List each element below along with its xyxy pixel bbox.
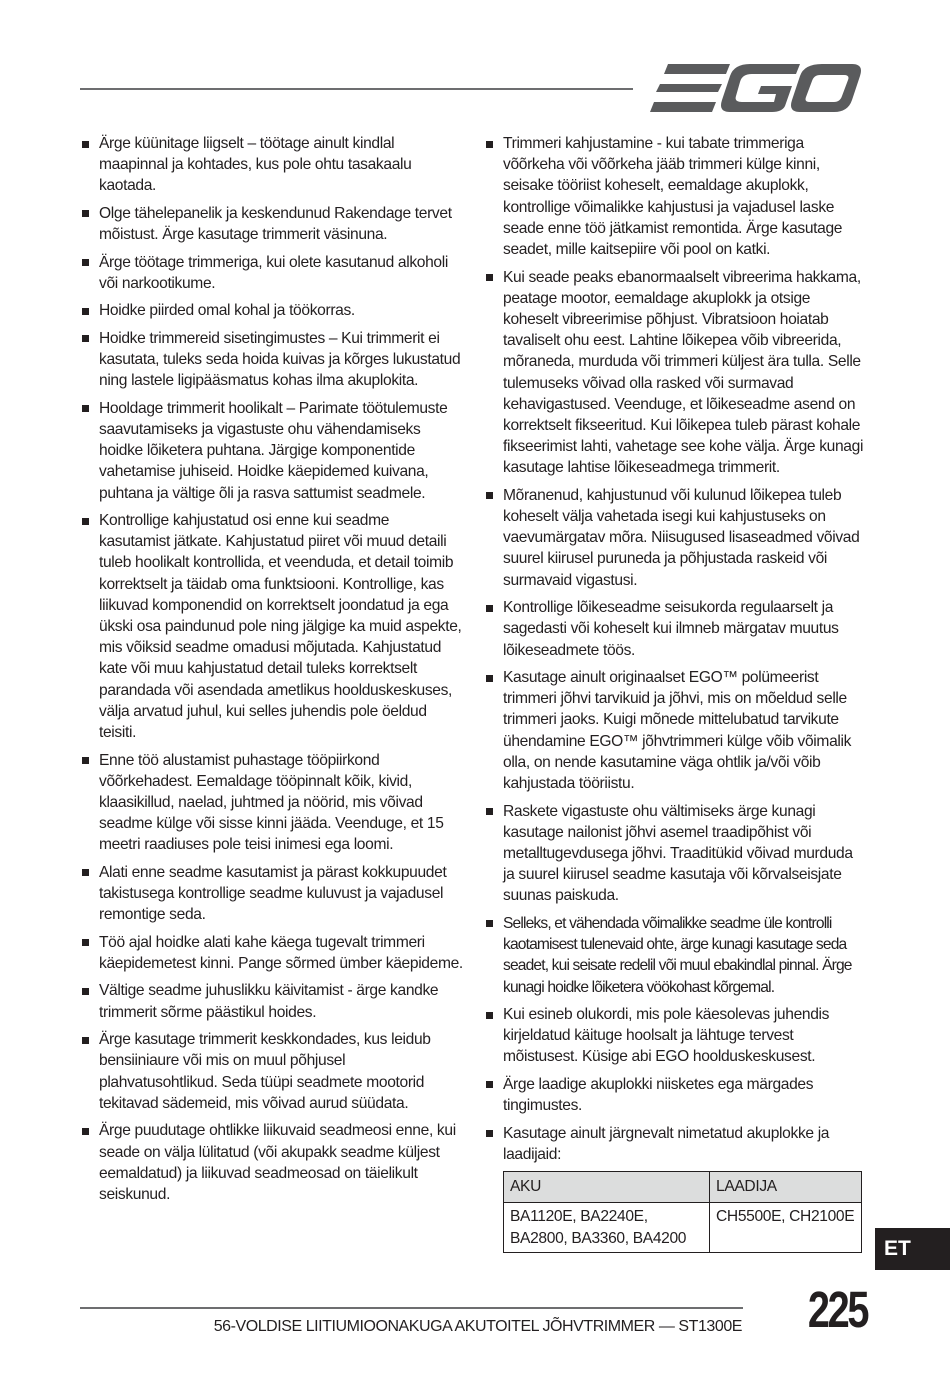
list-item: Kontrollige lõikeseadme seisukorda regulaarselt ja sagedasti või koheselt kui ilmneb märgatav muutus lõikeseadmete töös. [484, 597, 864, 661]
bullet-icon [486, 1081, 493, 1088]
bullet-icon [486, 492, 493, 499]
bullet-icon [82, 1037, 89, 1044]
battery-charger-table [503, 1171, 862, 1252]
table-cell-batteries: BA1120E, BA2240E, BA2800, BA3360, BA4200 [504, 1203, 710, 1252]
list-item: Töö ajal hoidke alati kahe käega tugevalt trimmeri käepidemetest kinni. Pange sõrmed ümber käepideme. [80, 932, 464, 974]
list-item: Alati enne seadme kasutamist ja pärast kokkupuudet takistusega kontrollige seadme kuluvust ja vajadusel remontige seda. [80, 862, 464, 926]
bullet-icon [486, 808, 493, 815]
table-cell-chargers: CH5500E, CH2100E [710, 1203, 862, 1252]
list-item: Hoidke trimmereid sisetingimustes – Kui trimmerit ei kasutata, tuleks seda hoida kuivas ja kõrges lukustatud ning lastele ligipääsmatus kohas ilma akuplokita. [80, 328, 464, 392]
list-item: Ärge kasutage trimmerit keskkondades, kus leidub bensiiniaure või mis on muul põhjusel plahvatusohtlikud. Seda tüüpi seadmete mootorid tekitavad sädemeid, mis võivad aurud süüdata. [80, 1029, 464, 1114]
list-item: Ärge töötage trimmeriga, kui olete kasutanud alkoholi või narkootikume. [80, 252, 464, 294]
bullet-icon [486, 1130, 493, 1137]
bullet-icon [486, 675, 493, 682]
bullet-icon [486, 274, 493, 281]
right-column [484, 133, 864, 1253]
list-item: Kontrollige kahjustatud osi enne kui seadme kasutamist jätkate. Kahjustatud piiret või muud detaili tuleb hoolikalt kontrollida, et veenduda, et detail toimib korrektselt ja täidab oma funktsiooni. Kontrollige, kas liikuvad komponendid on korrektselt joondatud ja ega ükski osa paindunud pole ning jälgige ka muid aspekte, mis võiksid seadme omadusi mõjutada. Kahjustatud kate või muu kahjustatud detail tuleks korrektselt parandada või asendada ametlikus hoolduskeskuses, välja arvatud juhul, kui selles juhendis pole öeldud teisiti. [80, 510, 464, 743]
list-item: Trimmeri kahjustamine - kui tabate trimmeriga võõrkeha või võõrkeha jääb trimmeri külge kinni, seisake tööriist koheselt, eemaldage akuplokk, kontrollige võimalikke kahjustusi ja vajadusel laske seade enne töö jätkamist remontida. Ärge kasutage seadet, mille kaitsepiire või pool on katki. [484, 133, 864, 260]
list-item: Mõranenud, kahjustunud või kulunud lõikepea tuleb koheselt välja vahetada isegi kui kahjustuseks on vaevumärgatav mõra. Niisugused lisaseadmed võivad suurel kiirusel puruneda ja põhjustada raskeid või surmavaid vigastusi. [484, 485, 864, 591]
table-header-battery: AKU [504, 1172, 710, 1203]
list-item: Ärge puudutage ohtlikke liikuvaid seadmeosi enne, kui seade on välja lülitatud (või akupakk seadme küljest eemaldatud) ja liikuvad seadmeosad on täielikult seiskunud. [80, 1120, 464, 1205]
bullet-icon [486, 1012, 493, 1019]
list-item: Ärge küünitage liigselt – töötage ainult kindlal maapinnal ja kohtades, kus pole ohtu tasakaalu kaotada. [80, 133, 464, 197]
list-item: Kui seade peaks ebanormaalselt vibreerima hakkama, peatage mootor, eemaldage akuplokk ja otsige koheselt vibreerimise põhjust. Vibratsioon hoiatab tavaliselt ohu eest. Lahtine lõikepea võib vibreerida, mõraneda, murduda või trimmeri küljest ära tulla. Selle tulemuseks võivad olla rasked või surmavad kehavigastused. Veenduge, et lõikeseadme asend on korrektselt fikseeritud. Kui lõikepea tuleb pärast kohale fikseerimist lahti, vahetage see kohe välja. Ärge kunagi kasutage lahtise lõikeseadmega trimmerit. [484, 267, 864, 479]
table-header-row [504, 1172, 862, 1203]
list-item: Olge tähelepanelik ja keskendunud Rakendage tervet mõistust. Ärge kasutage trimmerit väsinuna. [80, 203, 464, 245]
list-item: Raskete vigastuste ohu vältimiseks ärge kunagi kasutage nailonist jõhvi asemel traadipõhist või metalltugevdusega jõhvi. Traaditükid võivad murduda ja suurel kiirusel seadme kasutaja või kõrvalseisjate suunas paiskuda. [484, 801, 864, 907]
page-number: 225 [807, 1281, 868, 1338]
table-row [504, 1203, 862, 1252]
bullet-icon [486, 920, 493, 927]
list-item: Kui esineb olukordi, mis pole käesolevas juhendis kirjeldatud käituge hoolsalt ja lähtuge tervest mõistusest. Küsige abi EGO hoolduskeskusest. [484, 1004, 864, 1068]
bullet-icon [82, 141, 89, 148]
list-item: Vältige seadme juhuslikku käivitamist - ärge kandke trimmerit sõrme päästikul hoides. [80, 980, 464, 1022]
list-item: Ärge laadige akuplokki niisketes ega märgades tingimustes. [484, 1074, 864, 1116]
bullet-icon [82, 405, 89, 412]
bullet-icon [82, 518, 89, 525]
bullet-icon [82, 259, 89, 266]
table-header-charger: LAADIJA [710, 1172, 862, 1203]
left-column [80, 133, 464, 1211]
list-item: Hooldage trimmerit hoolikalt – Parimate töötulemuste saavutamiseks ja vigastuste ohu vähendamiseks hoidke lõiketera puhtana. Järgige komponentide vahetamise juhiseid. Hoidke käepidemed kuivana, puhtana ja vältige õli ja rasva sattumist seadmele. [80, 398, 464, 504]
bullet-icon [486, 141, 493, 148]
list-item: Kasutage ainult originaalset EGO™ polümeerist trimmeri jõhvi tarvikuid ja jõhvi, mis on mõeldud selle trimmeri jaoks. Kuigi mõnede mittelubatud tarvikute ühendamine EGO™ jõhvtrimmeri külge võib võimalik olla, on nende kasutamine väga ohtlik ja/või võib kahjustada tööriistu. [484, 667, 864, 794]
bullet-icon [486, 605, 493, 612]
footer-rule [80, 1307, 743, 1309]
bullet-icon [82, 988, 89, 995]
list-item: Kasutage ainult järgnevalt nimetatud akuplokke ja laadijaid: [484, 1123, 864, 1165]
bullet-icon [82, 1128, 89, 1135]
language-tab: ET [875, 1228, 950, 1270]
list-item: Selleks, et vähendada võimalikke seadme üle kontrolli kaotamisest tulenevaid ohte, ärge kunagi kasutage seda seadet, kui seisate redelil või muul ebakindlal pinnal. Ärge kunagi hoidke lõiketera vöökohast kõrgemal. [484, 913, 864, 998]
bullet-icon [82, 308, 89, 315]
bullet-icon [82, 869, 89, 876]
header-rule [80, 88, 633, 90]
bullet-icon [82, 210, 89, 217]
list-item: Enne töö alustamist puhastage tööpiirkond võõrkehadest. Eemaldage tööpinnalt kõik, kivid, klaasikillud, naelad, juhtmed ja nöörid, mis võivad seadme külge või sisse kinni jääda. Veenduge, et 15 meetri raadiuses pole teisi inimesi ega loomi. [80, 750, 464, 856]
ego-logo [650, 62, 862, 114]
bullet-icon [82, 939, 89, 946]
footer-title: 56-VOLDISE LIITIUMIOONAKUGA AKUTOITEL JÕHVTRIMMER — ST1300E [213, 1318, 742, 1335]
list-item: Hoidke piirded omal kohal ja töökorras. [80, 300, 464, 321]
bullet-icon [82, 757, 89, 764]
bullet-icon [82, 335, 89, 342]
